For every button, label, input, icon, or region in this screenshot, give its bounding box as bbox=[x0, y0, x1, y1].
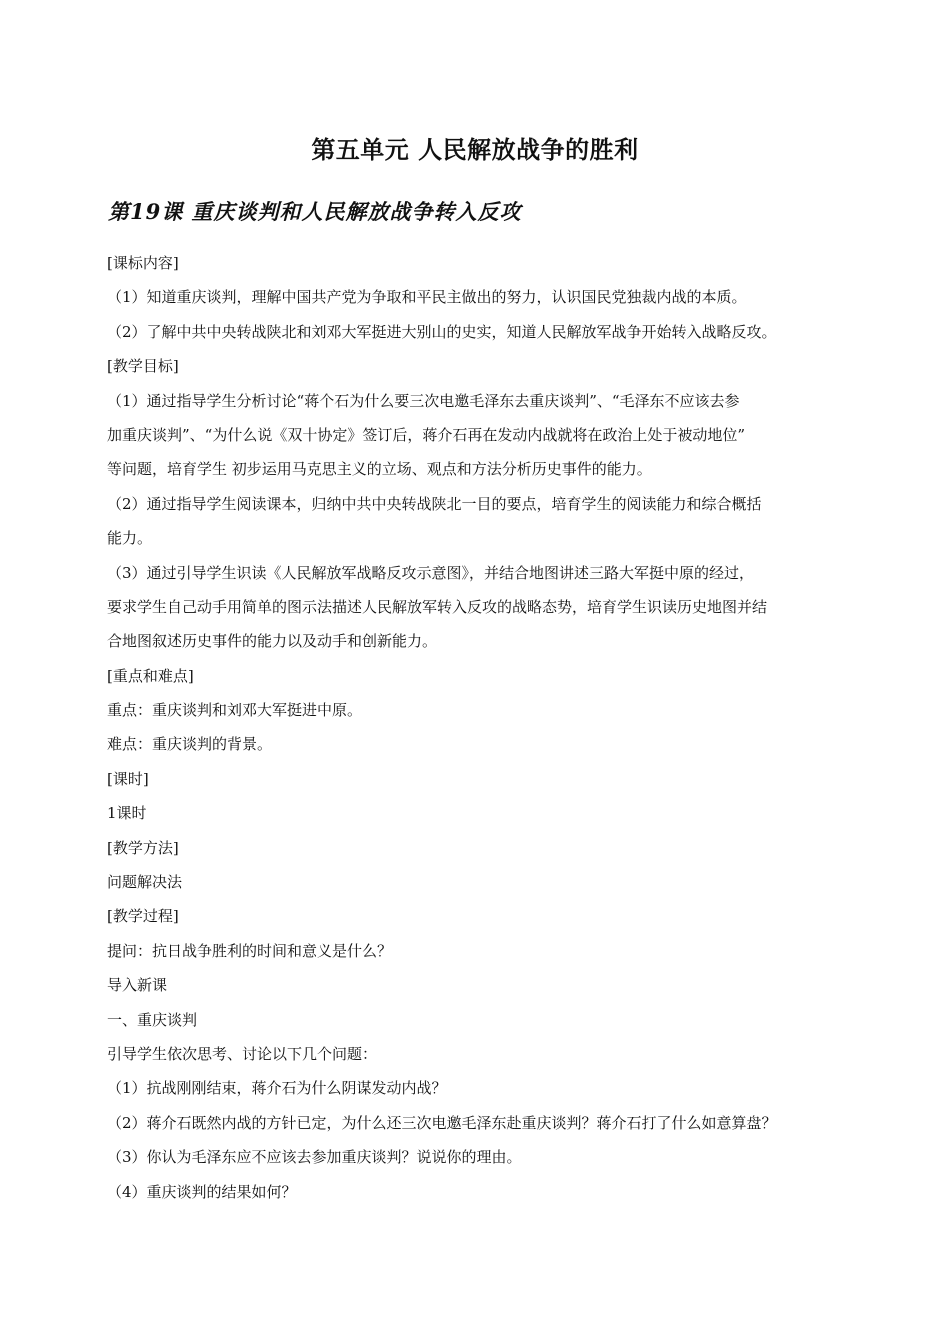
paragraph-line: 能力。 bbox=[107, 529, 153, 548]
paragraph-line: 等问题，培育学生 初步运用马克思主义的立场、观点和方法分析历史事件的能力。 bbox=[107, 460, 652, 479]
question-item: （2）蒋介石既然内战的方针已定，为什么还三次电邀毛泽东赴重庆谈判？蒋介石打了什么如意算盘？ bbox=[107, 1113, 777, 1132]
question-item: （4）重庆谈判的结果如何？ bbox=[107, 1182, 297, 1201]
paragraph-line: 导入新课 bbox=[107, 976, 168, 995]
question-item: （1）抗战刚刚结束，蒋介石为什么阴谋发动内战？ bbox=[107, 1079, 447, 1098]
paragraph-line: （1）通过指导学生分析讨论“蒋个石为什么要三次电邀毛泽东去重庆谈判”、“毛泽东不应该去参 bbox=[107, 391, 740, 410]
paragraph-line: 加重庆谈判”、“为什么说《双十协定》签订后，蒋介石再在发动内战就将在政治上处于被动地位” bbox=[107, 425, 746, 444]
unit-title: 第五单元 人民解放战争的胜利 bbox=[311, 136, 639, 164]
section-heading-curriculum: [课标内容] bbox=[107, 254, 179, 272]
paragraph-line: 问题解决法 bbox=[107, 873, 183, 892]
question-item: （3）你认为毛泽东应不应该去参加重庆谈判？说说你的理由。 bbox=[107, 1148, 522, 1167]
section-heading-class-hours: [课时] bbox=[107, 769, 149, 788]
paragraph-line: 合地图叙述历史事件的能力以及动手和创新能力。 bbox=[107, 632, 438, 651]
section-heading-objectives: [教学目标] bbox=[107, 357, 179, 376]
section-heading-process: [教学过程] bbox=[107, 907, 179, 926]
section-heading-key-points: [重点和难点] bbox=[107, 666, 194, 685]
paragraph-line: 引导学生依次思考、讨论以下几个问题： bbox=[107, 1044, 378, 1063]
paragraph-line: 提问：抗日战争胜利的时间和意义是什么？ bbox=[107, 941, 393, 960]
paragraph-line: 难点：重庆谈判的背景。 bbox=[107, 735, 273, 754]
paragraph-line: （2）通过指导学生阅读课本，归纳中共中央转战陕北一目的要点，培育学生的阅读能力和综合概括 bbox=[107, 494, 762, 513]
paragraph-line: （2）了解中共中央转战陕北和刘邓大军挺进大别山的史实，知道人民解放军战争开始转入战略反攻。 bbox=[107, 322, 777, 341]
body-text bbox=[107, 246, 849, 1209]
paragraph-line: 要求学生自己动手用简单的图示法描述人民解放军转入反攻的战略态势，培育学生识读历史地图并结 bbox=[107, 597, 768, 616]
subsection-heading: 一、重庆谈判 bbox=[107, 1010, 198, 1029]
paragraph-line: （3）通过引导学生识读《人民解放军战略反攻示意图》，并结合地图讲述三路大军挺中原的经过， bbox=[107, 563, 755, 582]
paragraph-line: （1）知道重庆谈判，理解中国共产党为争取和平民主做出的努力，认识国民党独裁内战的本质。 bbox=[107, 288, 747, 307]
section-heading-methods: [教学方法] bbox=[107, 838, 179, 857]
lesson-title: 第19课 重庆谈判和人民解放战争转入反攻 bbox=[108, 199, 522, 224]
paragraph-line: 1课时 bbox=[107, 804, 147, 823]
paragraph-line: 重点：重庆谈判和刘邓大军挺进中原。 bbox=[107, 701, 363, 720]
